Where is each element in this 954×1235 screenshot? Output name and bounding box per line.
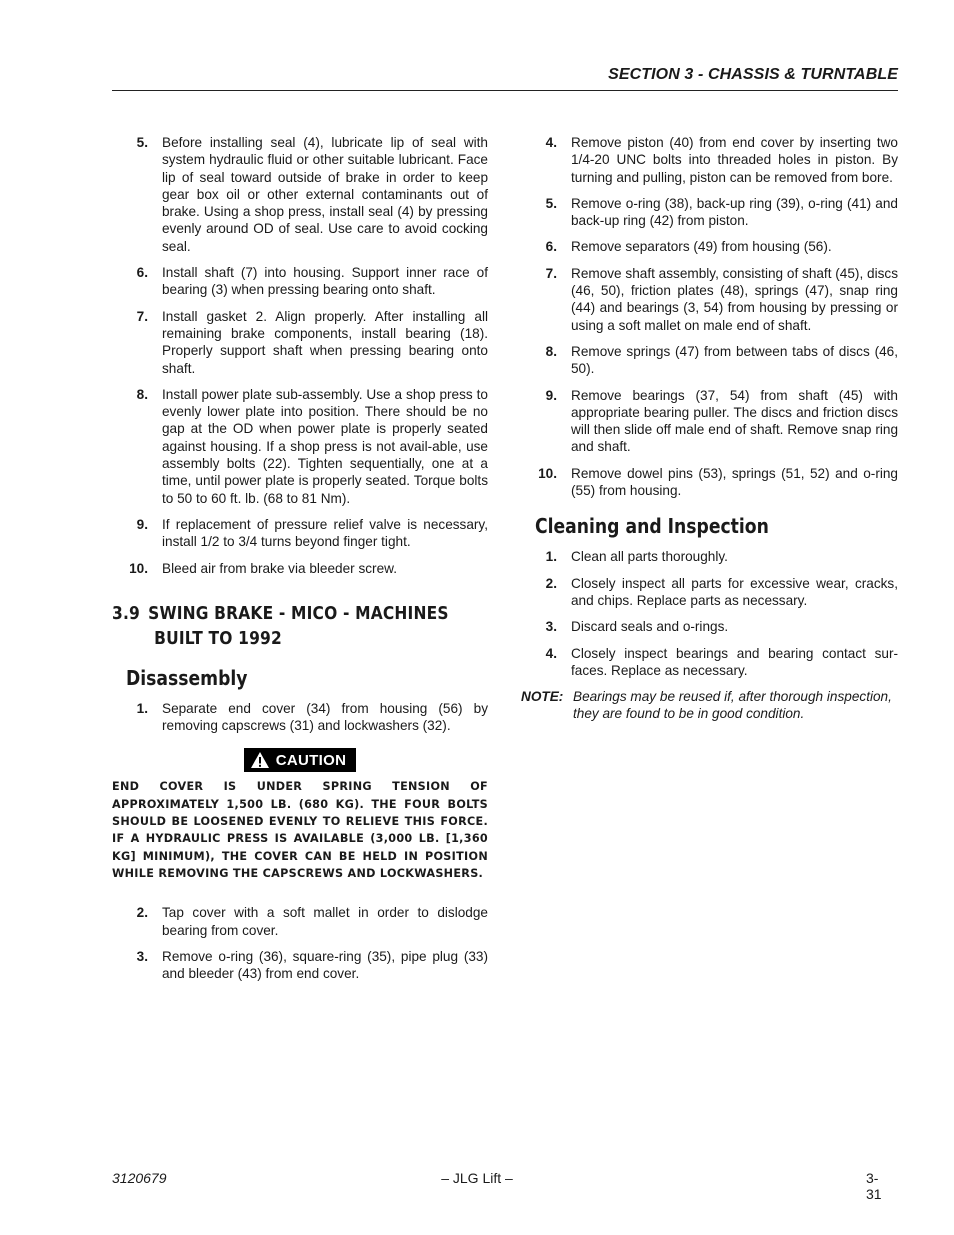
list-item: [112, 948, 488, 983]
disassembly-heading: Disassembly: [126, 665, 248, 690]
item-text: Tap cover with a soft mallet in order to dislodge bearing from cover.: [162, 905, 488, 938]
list-item: [112, 516, 488, 551]
list-item: [112, 386, 488, 507]
list-item: [112, 700, 488, 735]
item-number: 10.: [129, 560, 148, 576]
left-list-top: [112, 134, 488, 577]
item-text: Remove o-ring (38), back-up ring (39), o-ring (41) and back-up ring (42) from piston.: [571, 195, 898, 229]
item-number: 1.: [545, 549, 557, 565]
left-column: [112, 134, 488, 991]
right-column: [521, 134, 898, 723]
list-item: [521, 265, 898, 334]
item-number: 6.: [545, 239, 557, 255]
item-text: Clean all parts thoroughly.: [571, 549, 728, 565]
page-number: 3-31: [866, 1170, 882, 1202]
item-number: 2.: [545, 575, 557, 591]
caution-badge: [244, 748, 356, 772]
item-number: 1.: [136, 700, 148, 716]
item-text: Closely inspect bearings and bearing contact sur-faces. Replace as necessary.: [571, 645, 898, 678]
list-item: [521, 548, 898, 565]
item-text: Install gasket 2. Align properly. After installing all remaining brake components, install bearing (18). Properly support shaft when pressing bearing onto shaft.: [162, 308, 488, 376]
list-item: [521, 343, 898, 378]
list-item: [521, 134, 898, 186]
list-item: [521, 387, 898, 456]
item-number: 2.: [136, 905, 148, 921]
section-header-title: SECTION 3 - CHASSIS & TURNTABLE: [608, 66, 898, 83]
item-text: Remove shaft assembly, consisting of shaft (45), discs (46, 50), friction plates (48), springs (47), snap ring (44) and bearings (3, 54) from housing by pressing or using a soft mallet on male end of shaft.: [571, 265, 898, 333]
warning-triangle-icon: [250, 751, 270, 769]
page-header: [112, 62, 898, 91]
caution-banner: [112, 748, 488, 774]
doc-number: 3120679: [112, 1170, 167, 1186]
item-number: 6.: [136, 265, 148, 281]
section-number: 3.9: [112, 602, 140, 624]
list-item: [112, 264, 488, 299]
item-number: 9.: [545, 387, 557, 403]
item-text: Bleed air from brake via bleeder screw.: [162, 560, 397, 576]
list-item: [521, 238, 898, 255]
cleaning-heading: Cleaning and Inspection: [535, 514, 769, 539]
list-item: [521, 618, 898, 635]
item-number: 8.: [136, 386, 148, 402]
item-text: If replacement of pressure relief valve is necessary, install 1/2 to 3/4 turns beyond finger tight.: [162, 516, 488, 550]
list-item: [521, 575, 898, 610]
item-text: Remove dowel pins (53), springs (51, 52) and o-ring (55) from housing.: [571, 465, 898, 499]
item-number: 7.: [545, 265, 557, 281]
item-text: Remove o-ring (36), square-ring (35), pipe plug (33) and bleeder (43) from end cover.: [162, 948, 488, 982]
section-heading: [112, 601, 490, 651]
note-label: NOTE:: [521, 689, 564, 705]
note-text: Bearings may be reused if, after thorough inspection, they are found to be in good condition.: [573, 689, 892, 722]
item-number: 4.: [545, 135, 557, 150]
item-number: 3.: [136, 948, 148, 964]
item-text: Remove bearings (37, 54) from shaft (45) with appropriate bearing puller. The discs and friction discs will then slide off male end of shaft. Remove snap ring and shaft.: [571, 387, 898, 455]
item-text: Remove piston (40) from end cover by inserting two 1/4-20 UNC bolts into threaded holes in piston. By turning and pulling, piston can be removed from bore.: [571, 135, 898, 185]
list-item: [521, 195, 898, 230]
section-title-line1: SWING BRAKE - MICO - MACHINES: [148, 602, 449, 624]
item-number: 8.: [545, 343, 557, 359]
item-text: Discard seals and o-rings.: [571, 619, 729, 635]
list-item: [112, 904, 488, 939]
item-number: 3.: [545, 619, 557, 635]
list-item: [521, 465, 898, 500]
item-number: 10.: [538, 465, 557, 481]
item-text: Closely inspect all parts for excessive wear, cracks, and chips. Replace parts as necessary.: [571, 575, 898, 608]
section-title-line2: BUILT TO 1992: [154, 627, 282, 649]
caution-text: END COVER IS UNDER SPRING TENSION OF APPROXIMATELY 1,500 LB. (680 KG). THE FOUR BOLTS SHOULD BE LOOSENED EVENLY TO RELIEVE THIS FORCE. IF A HYDRAULIC PRESS IS AVAILABLE (3,000 LB. [1,360 KG] MINIMUM), THE COVER CAN BE HELD IN POSITION WHILE REMOVING THE CAPSCREWS AND LOCKWASHERS.: [112, 780, 488, 880]
list-item: [112, 134, 488, 255]
list-item: [521, 645, 898, 680]
item-number: 5.: [545, 195, 557, 211]
note: [521, 688, 898, 723]
item-text: Before installing seal (4), lubricate lip of seal with system hydraulic fluid or other suitable lubricant. Face lip of seal toward outside of brake in order to keep gear box oil or other external contaminants out of brake. Using a shop press, install seal (4) by pressing evenly around OD of seal. Use care to avoid cocking seal.: [162, 135, 488, 254]
item-number: 4.: [545, 645, 557, 661]
item-number: 5.: [136, 135, 148, 150]
footer-brand: – JLG Lift –: [441, 1170, 513, 1186]
list-item: [112, 308, 488, 377]
item-text: Install power plate sub-assembly. Use a shop press to evenly lower plate into position. There should be no gap at the OD when power plate is properly seated against housing. If a shop press is not avail-able, use assembly bolts (22). Tighten sequentially, one at a time, until power plate is properly seated. Torque bolts to 50 to 60 ft. lb. (68 to 81 Nm).: [162, 386, 488, 506]
item-number: 7.: [136, 308, 148, 324]
item-text: Separate end cover (34) from housing (56) by removing capscrews (31) and lockwashers (32).: [162, 700, 488, 734]
item-text: Install shaft (7) into housing. Support inner race of bearing (3) when pressing bearing onto shaft.: [162, 265, 488, 298]
item-number: 9.: [136, 516, 148, 532]
item-text: Remove separators (49) from housing (56).: [571, 239, 832, 255]
list-item: [112, 560, 488, 577]
caution-label: CAUTION: [275, 751, 347, 769]
item-text: Remove springs (47) from between tabs of discs (46, 50).: [571, 343, 898, 377]
